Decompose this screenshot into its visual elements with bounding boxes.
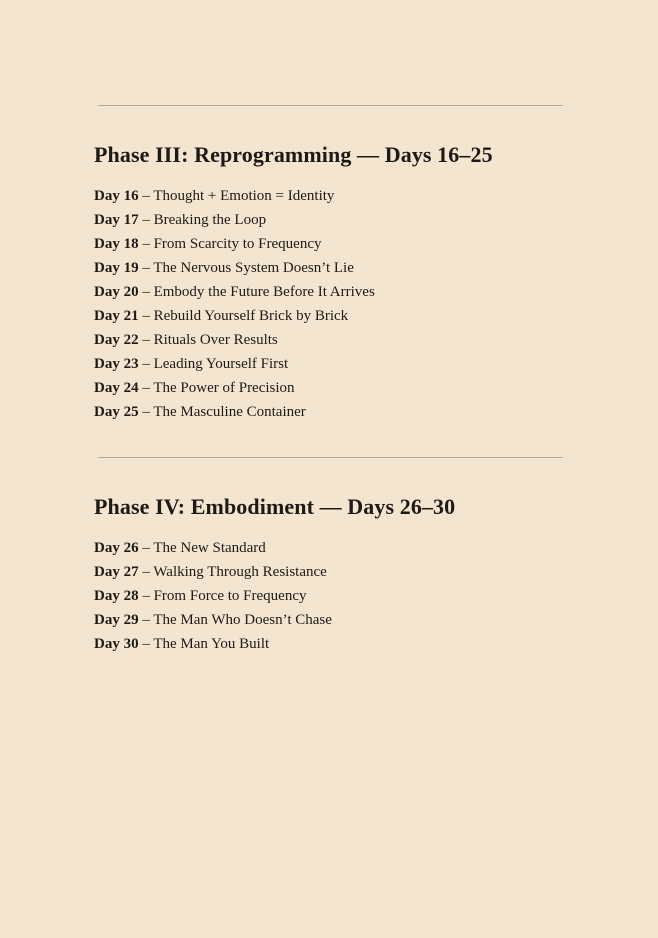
- day-label: Day 16: [94, 188, 139, 204]
- day-label: Day 25: [94, 404, 139, 420]
- day-title: The Masculine Container: [153, 404, 306, 420]
- day-separator: –: [138, 404, 154, 420]
- day-label: Day 29: [94, 612, 139, 628]
- day-item: [94, 232, 614, 256]
- day-item: [94, 256, 614, 280]
- day-label: Day 17: [94, 212, 139, 228]
- day-separator: –: [138, 332, 154, 348]
- day-title: Leading Yourself First: [153, 356, 289, 372]
- phase-title: Phase III: Reprogramming — Days 16–25: [94, 142, 493, 167]
- day-title: The Power of Precision: [153, 380, 295, 396]
- day-item: [94, 632, 614, 656]
- day-title: Embody the Future Before It Arrives: [153, 284, 375, 300]
- day-label: Day 24: [94, 380, 139, 396]
- day-separator: –: [138, 588, 154, 604]
- day-label: Day 20: [94, 284, 139, 300]
- day-label: Day 22: [94, 332, 139, 348]
- day-separator: –: [138, 212, 154, 228]
- day-label: Day 28: [94, 588, 139, 604]
- day-separator: –: [138, 236, 154, 252]
- phase-title: Phase IV: Embodiment — Days 26–30: [94, 494, 456, 519]
- day-item: [94, 208, 614, 232]
- day-title: Walking Through Resistance: [153, 564, 327, 580]
- day-list: [94, 184, 614, 424]
- day-label: Day 30: [94, 636, 139, 652]
- day-item: [94, 560, 614, 584]
- day-item: [94, 184, 614, 208]
- day-separator: –: [138, 260, 154, 276]
- day-label: Day 23: [94, 356, 139, 372]
- phase-iii-section: [94, 140, 614, 424]
- day-separator: –: [138, 356, 154, 372]
- day-title: The Nervous System Doesn’t Lie: [153, 260, 354, 276]
- day-item: [94, 376, 614, 400]
- divider-top: [98, 105, 563, 106]
- day-separator: –: [138, 612, 154, 628]
- day-list: [94, 536, 614, 656]
- day-item: [94, 584, 614, 608]
- day-separator: –: [138, 284, 154, 300]
- day-label: Day 19: [94, 260, 139, 276]
- day-item: [94, 352, 614, 376]
- day-separator: –: [138, 188, 154, 204]
- day-item: [94, 536, 614, 560]
- day-label: Day 18: [94, 236, 139, 252]
- day-title: The New Standard: [153, 540, 266, 556]
- day-label: Day 26: [94, 540, 139, 556]
- divider-middle: [98, 457, 563, 458]
- day-item: [94, 304, 614, 328]
- day-item: [94, 328, 614, 352]
- day-title: From Scarcity to Frequency: [153, 236, 322, 252]
- day-label: Day 27: [94, 564, 139, 580]
- day-title: The Man Who Doesn’t Chase: [153, 612, 332, 628]
- day-separator: –: [138, 380, 154, 396]
- day-item: [94, 400, 614, 424]
- day-item: [94, 608, 614, 632]
- day-separator: –: [138, 636, 154, 652]
- day-title: The Man You Built: [153, 636, 270, 652]
- day-separator: –: [138, 540, 154, 556]
- day-title: From Force to Frequency: [153, 588, 307, 604]
- day-title: Thought + Emotion = Identity: [153, 188, 335, 204]
- day-label: Day 21: [94, 308, 139, 324]
- day-separator: –: [138, 308, 154, 324]
- day-title: Rebuild Yourself Brick by Brick: [153, 308, 349, 324]
- day-separator: –: [138, 564, 154, 580]
- phase-iv-section: [94, 492, 614, 656]
- day-title: Rituals Over Results: [153, 332, 278, 348]
- day-title: Breaking the Loop: [153, 212, 267, 228]
- day-item: [94, 280, 614, 304]
